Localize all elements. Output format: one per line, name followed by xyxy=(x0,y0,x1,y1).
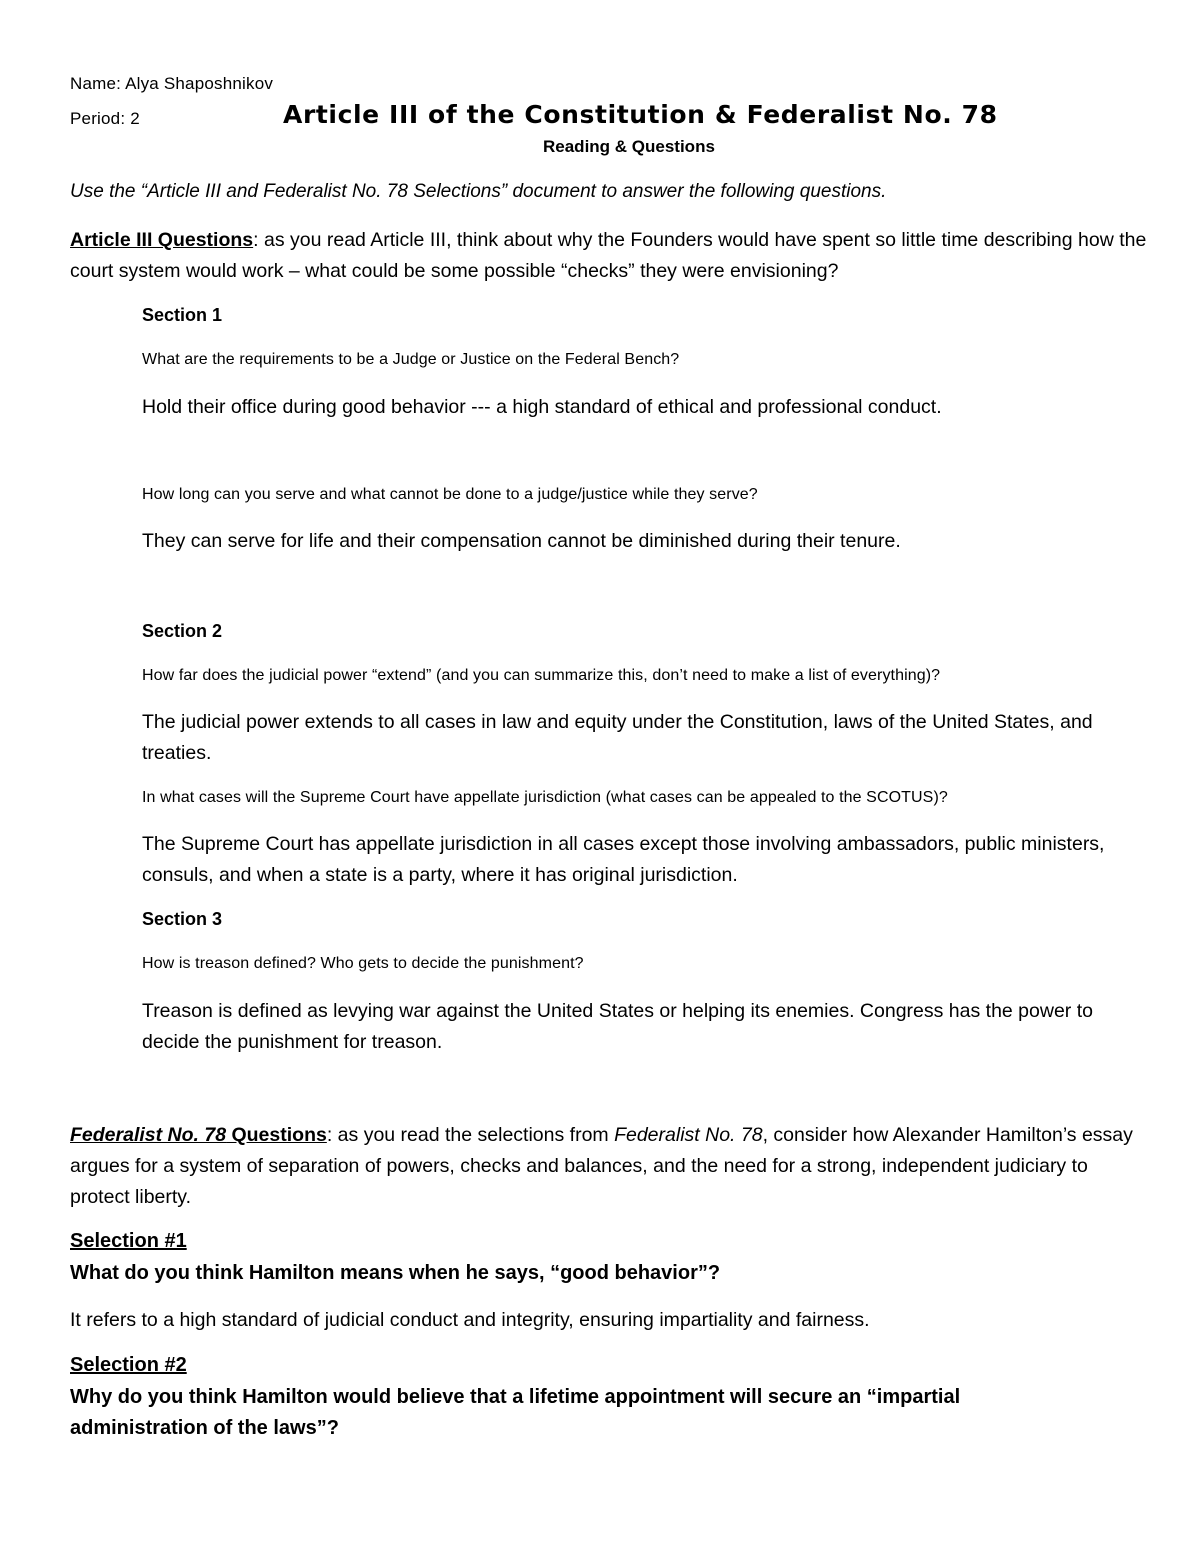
period-value: 2 xyxy=(130,109,140,128)
federalist-heading-italic: Federalist No. 78 xyxy=(70,1124,227,1146)
section2-answer2[interactable]: The Supreme Court has appellate jurisdiction in all cases except those involving ambassadors, public ministers, consuls, and when a state is a party, where it has original jurisdiction. xyxy=(142,833,1105,886)
selection1-heading: Selection #1 xyxy=(70,1230,187,1252)
selection2-question: Why do you think Hamilton would believe that a lifetime appointment will secure an “impartial administration of the laws”? xyxy=(70,1386,961,1439)
period-label: Period: xyxy=(70,109,131,128)
page-title: Article III of the Constitution & Federalist No. 78 xyxy=(283,100,998,129)
section1-answer2[interactable]: They can serve for life and their compensation cannot be diminished during their tenure. xyxy=(142,530,901,552)
federalist-intro-b: , consider how Alexander Hamilton’s essay argues for a system of separation of powers, checks and balances, and the need for a strong, independent judiciary to protect liberty. xyxy=(70,1124,1133,1208)
article3-heading: Article III Questions xyxy=(70,229,254,251)
student-name xyxy=(70,74,273,94)
federalist-intro-a: as you read the selections from xyxy=(332,1124,615,1146)
section3-answer1[interactable]: Treason is defined as levying war against the United States or helping its enemies. Congress has the power to decide the punishment for treason. xyxy=(142,1000,1093,1053)
selection1-answer[interactable]: It refers to a high standard of judicial conduct and integrity, ensuring impartiality and fairness. xyxy=(70,1309,870,1331)
section2-answer1[interactable]: The judicial power extends to all cases in law and equity under the Constitution, laws of the United States, and treaties. xyxy=(142,711,1093,764)
section2-heading: Section 2 xyxy=(142,621,223,641)
instructions: Use the “Article III and Federalist No. 78 Selections” document to answer the following questions. xyxy=(70,181,887,202)
article3-colon: : xyxy=(253,229,259,251)
student-period xyxy=(70,109,140,129)
page-subtitle: Reading & Questions xyxy=(543,137,715,156)
section3-question1: How is treason defined? Who gets to decide the punishment? xyxy=(142,955,584,972)
federalist-intro xyxy=(70,1120,1150,1213)
section2-question2: In what cases will the Supreme Court have appellate jurisdiction (what cases can be appealed to the SCOTUS)? xyxy=(142,789,948,806)
section1-heading: Section 1 xyxy=(142,305,223,325)
federalist-heading-rest: Questions xyxy=(226,1124,327,1146)
section2-question1: How far does the judicial power “extend” (and you can summarize this, don’t need to make a list of everything)? xyxy=(142,667,941,684)
section3-heading: Section 3 xyxy=(142,909,223,929)
name-label: Name: xyxy=(70,74,126,93)
article3-intro-text: as you read Article III, think about why the Founders would have spent so little time describing how the court system would work – what could be some possible “checks” they were envisioning? xyxy=(70,229,1147,282)
selection2-heading: Selection #2 xyxy=(70,1354,187,1376)
federalist-colon: : xyxy=(326,1124,333,1146)
selection1-question: What do you think Hamilton means when he says, “good behavior”? xyxy=(70,1262,721,1284)
section1-answer1[interactable]: Hold their office during good behavior --- a high standard of ethical and professional conduct. xyxy=(142,396,942,418)
article3-intro xyxy=(70,225,1150,287)
federalist-intro-italic: Federalist No. 78 xyxy=(614,1124,763,1146)
name-value: Alya Shaposhnikov xyxy=(125,74,274,93)
section1-question1: What are the requirements to be a Judge or Justice on the Federal Bench? xyxy=(142,351,680,368)
federalist-heading xyxy=(70,1124,327,1146)
section1-question2: How long can you serve and what cannot be done to a judge/justice while they serve? xyxy=(142,486,758,503)
